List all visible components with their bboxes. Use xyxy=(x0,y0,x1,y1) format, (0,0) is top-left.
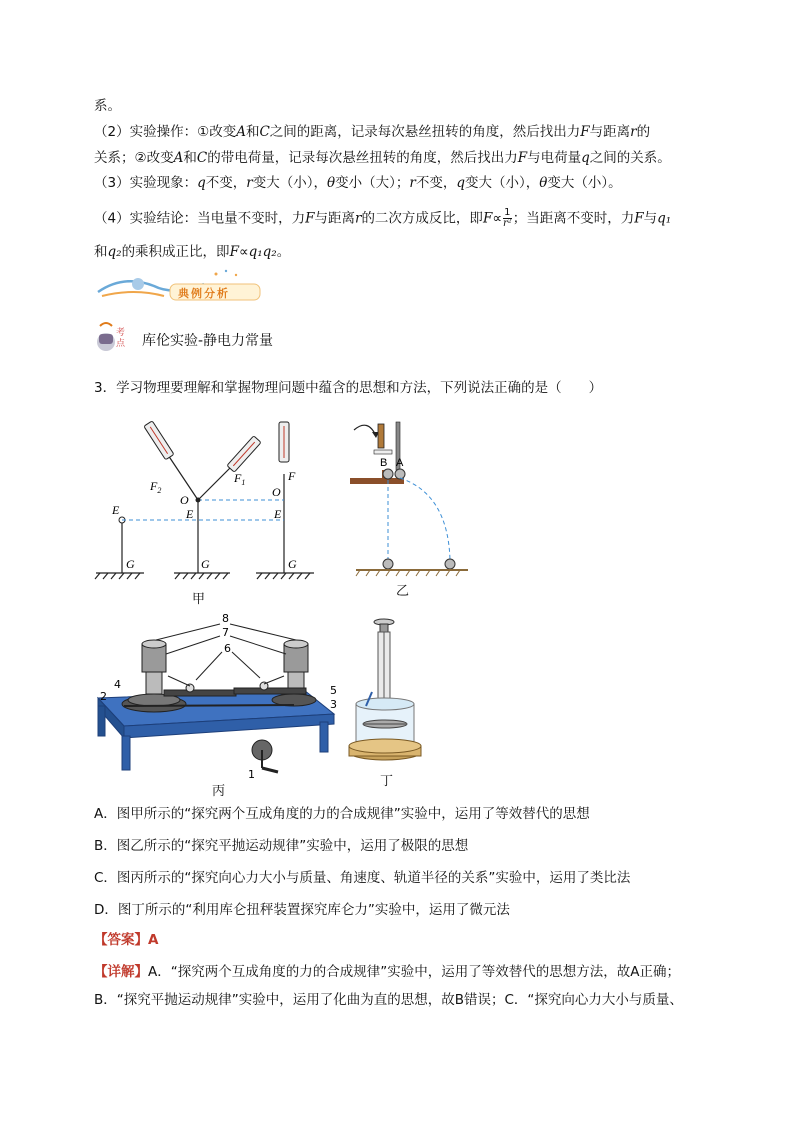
fraction: $\frac{1}{\text{r²}}$ xyxy=(502,207,512,229)
kaodian-text: 库伦实验-静电力常量 xyxy=(142,333,274,349)
example-analysis-banner xyxy=(94,266,274,306)
detail-line-1: 【详解】A．“探究两个互成角度的力的合成规律”实验中，运用了等效替代的思想方法，故A正确； xyxy=(94,964,680,980)
text-line-5: （4）实验结论：当电量不变时，力F与距离r的二次方成反比，即F∝ $\frac{1}{\text{r²}}$ ；当距离不变时，力F与q₁ xyxy=(94,207,672,229)
label-6: 6 xyxy=(224,642,231,655)
label-8: 8 xyxy=(222,612,229,625)
figure-yi xyxy=(344,418,474,583)
figure-ding xyxy=(344,614,434,774)
option-b: B．图乙所示的“探究平抛运动规律”实验中，运用了极限的思想 xyxy=(94,838,469,854)
label-o-middle: O xyxy=(180,493,189,507)
label-5: 5 xyxy=(330,684,337,697)
label-2: 2 xyxy=(100,690,107,703)
option-c: C．图丙所示的“探究向心力大小与质量、角速度、轨道半径的关系”实验中，运用了类比法 xyxy=(94,870,631,886)
kaodian-icon xyxy=(94,320,134,356)
detail-label: 【详解】 xyxy=(94,964,148,980)
text-line-2: （2）实验操作：①改变A和C之间的距离，记录每次悬丝扭转的角度，然后找出力F与距离r的 xyxy=(94,124,651,140)
text-line-6: 和q₂的乘积成正比，即F∝q₁q₂。 xyxy=(94,244,291,260)
caption-jia: 甲 xyxy=(192,592,206,607)
caption-bing: 丙 xyxy=(212,784,226,799)
label-g-right: G xyxy=(288,557,297,571)
answer-line xyxy=(94,930,704,950)
label-o-right: O xyxy=(272,485,281,499)
label-b: B xyxy=(380,457,388,469)
label-f2: $F_2$ xyxy=(150,479,162,495)
caption-yi: 乙 xyxy=(396,584,410,599)
caption-ding: 丁 xyxy=(380,774,394,789)
text-line-4: （3）实验现象：q不变，r变大（小），θ变小（大）；r不变，q变大（小），θ变大（小）。 xyxy=(94,175,622,191)
text-line-1: 系。 xyxy=(94,98,121,114)
detail-line-2: B．“探究平抛运动规律”实验中，运用了化曲为直的思想，故B错误；C．“探究向心力大小与质量、 xyxy=(94,992,683,1008)
label-e-middle: E xyxy=(186,507,194,521)
label-e-left: E xyxy=(112,503,120,517)
answer-value: A xyxy=(148,932,159,948)
kaodian-icon-text: 考点 xyxy=(116,328,126,349)
figure-bing xyxy=(94,610,344,790)
label-a: A xyxy=(396,457,404,469)
label-g-middle: G xyxy=(201,557,210,571)
label-1: 1 xyxy=(248,768,255,781)
figure-jia xyxy=(94,418,324,593)
label-f1: $F_1$ xyxy=(234,471,246,487)
option-d: D．图丁所示的“利用库仑扭秤装置探究库仑力”实验中，运用了微元法 xyxy=(94,902,510,918)
label-3: 3 xyxy=(330,698,337,711)
text-line-3: 关系；②改变A和C的带电荷量，记录每次悬丝扭转的角度，然后找出力F与电荷量q之间的关系。 xyxy=(94,150,671,166)
answer-label: 【答案】 xyxy=(94,932,148,948)
question-stem: 3．学习物理要理解和掌握物理问题中蕴含的思想和方法，下列说法正确的是（ ） xyxy=(94,380,603,396)
label-f: F xyxy=(288,469,296,483)
label-4: 4 xyxy=(114,678,121,691)
label-g-left: G xyxy=(126,557,135,571)
option-a: A．图甲所示的“探究两个互成角度的力的合成规律”实验中，运用了等效替代的思想 xyxy=(94,806,590,822)
label-7: 7 xyxy=(222,626,229,639)
label-e-right: E xyxy=(274,507,282,521)
banner-text: 典例分析 xyxy=(178,287,230,300)
